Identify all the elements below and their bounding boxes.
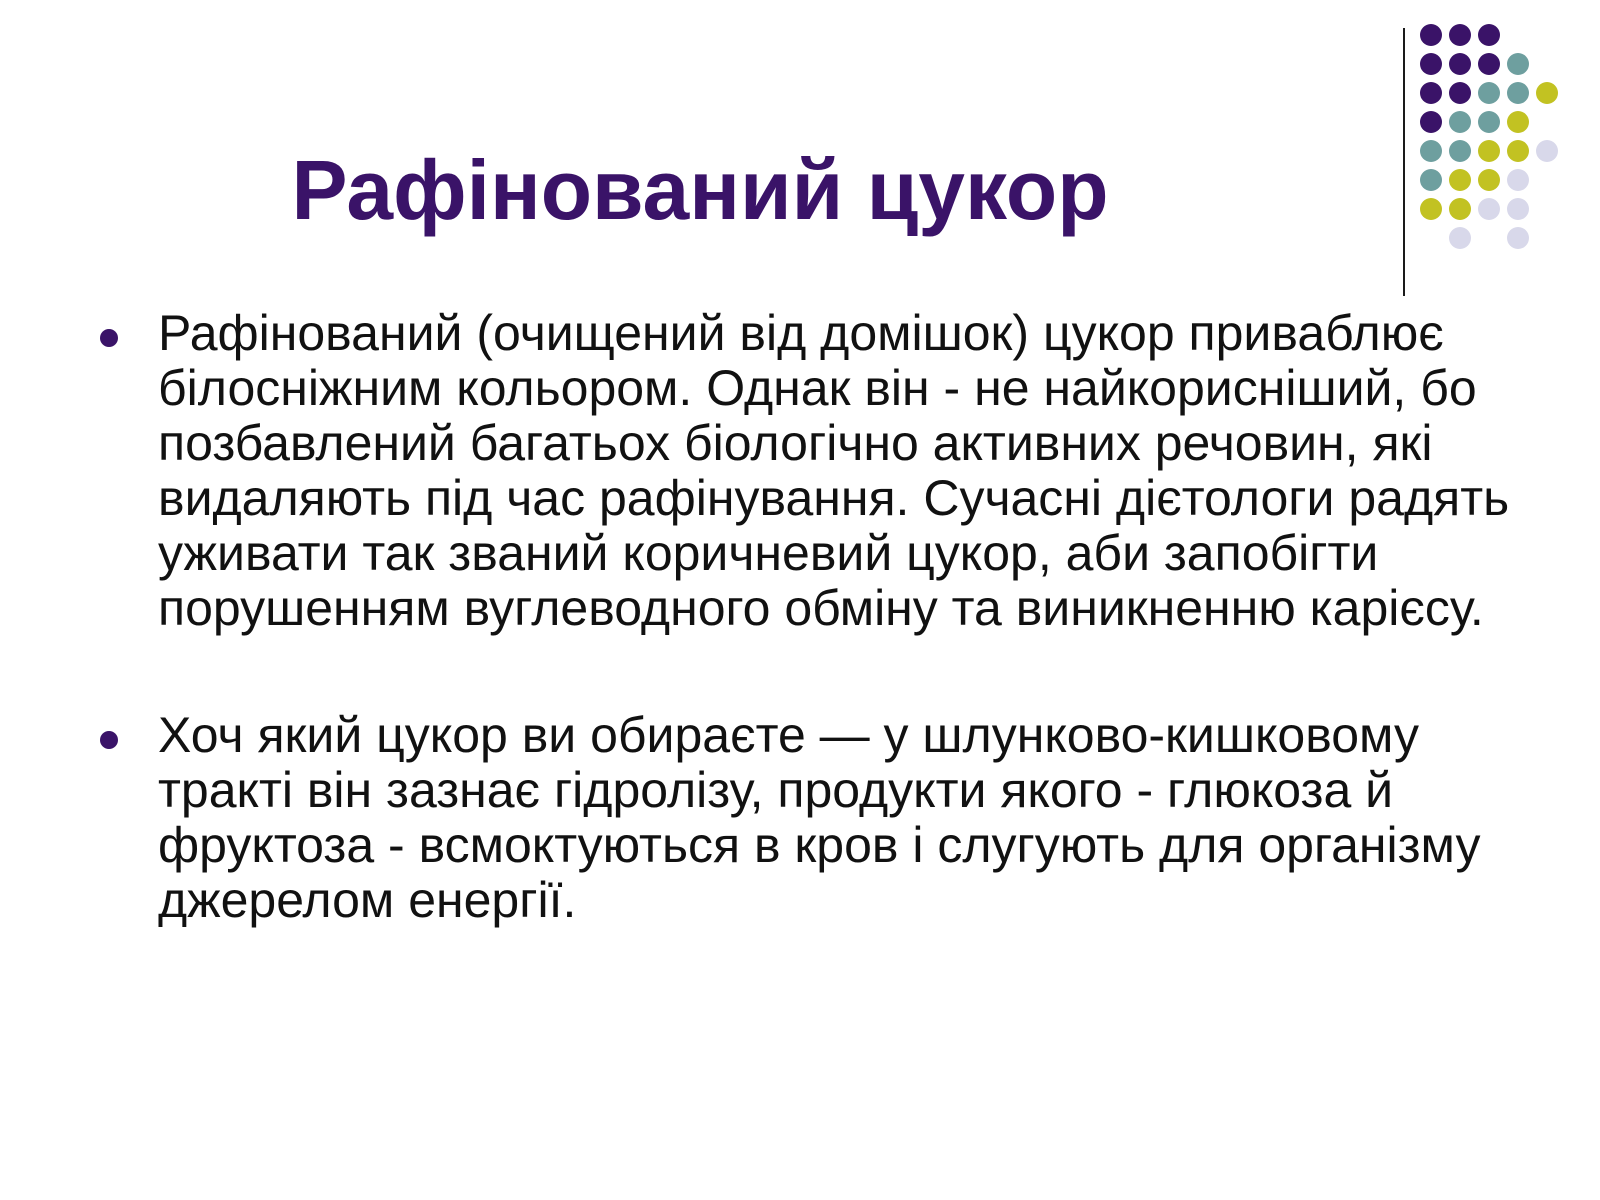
decorative-dot bbox=[1420, 140, 1442, 162]
decorative-dot bbox=[1507, 53, 1529, 75]
decorative-dot bbox=[1507, 198, 1529, 220]
decorative-dot bbox=[1449, 53, 1471, 75]
decorative-dot bbox=[1507, 169, 1529, 191]
bullet-marker-icon bbox=[100, 329, 118, 347]
decorative-dot bbox=[1478, 140, 1500, 162]
decorative-dot bbox=[1420, 53, 1442, 75]
decorative-dot bbox=[1507, 140, 1529, 162]
vertical-divider bbox=[1403, 28, 1405, 296]
decorative-dot bbox=[1420, 198, 1442, 220]
decorative-dot bbox=[1478, 53, 1500, 75]
bullet-item bbox=[100, 708, 1520, 928]
slide-title: Рафінований цукор bbox=[291, 143, 1109, 237]
decorative-dot bbox=[1478, 24, 1500, 46]
decorative-dot-grid bbox=[1420, 24, 1590, 264]
bullet-text: Хоч який цукор ви обираєте — у шлунково-кишковому тракті він зазнає гідролізу, продукти якого - глюкоза й фруктоза - всмоктуються в кров і слугують для організму джерелом енергії. bbox=[158, 707, 1481, 928]
decorative-dot bbox=[1507, 82, 1529, 104]
decorative-dot bbox=[1507, 227, 1529, 249]
decorative-dot bbox=[1420, 82, 1442, 104]
slide-body bbox=[100, 306, 1520, 928]
decorative-dot bbox=[1449, 140, 1471, 162]
decorative-dot bbox=[1536, 82, 1558, 104]
decorative-dot bbox=[1420, 111, 1442, 133]
decorative-dot bbox=[1449, 169, 1471, 191]
bullet-text: Рафінований (очищений від домішок) цукор приваблює білосніжним кольором. Однак він - не найкорисніший, бо позбавлений багатьох біологічно активних речовин, які видаляють під час рафінування. Сучасні дієтологи радять уживати так званий коричневий цукор, аби запобігти порушенням вуглеводного обміну та виникненню карієсу. bbox=[158, 305, 1510, 636]
decorative-dot bbox=[1507, 111, 1529, 133]
decorative-dot bbox=[1449, 82, 1471, 104]
decorative-dot bbox=[1478, 169, 1500, 191]
decorative-dot bbox=[1449, 198, 1471, 220]
decorative-dot bbox=[1478, 82, 1500, 104]
decorative-dot bbox=[1536, 140, 1558, 162]
decorative-dot bbox=[1478, 198, 1500, 220]
decorative-dot bbox=[1449, 111, 1471, 133]
bullet-marker-icon bbox=[100, 731, 118, 749]
decorative-dot bbox=[1420, 24, 1442, 46]
decorative-dot bbox=[1420, 169, 1442, 191]
bullet-item bbox=[100, 306, 1520, 636]
decorative-dot bbox=[1449, 227, 1471, 249]
decorative-dot bbox=[1478, 111, 1500, 133]
decorative-dot bbox=[1449, 24, 1471, 46]
